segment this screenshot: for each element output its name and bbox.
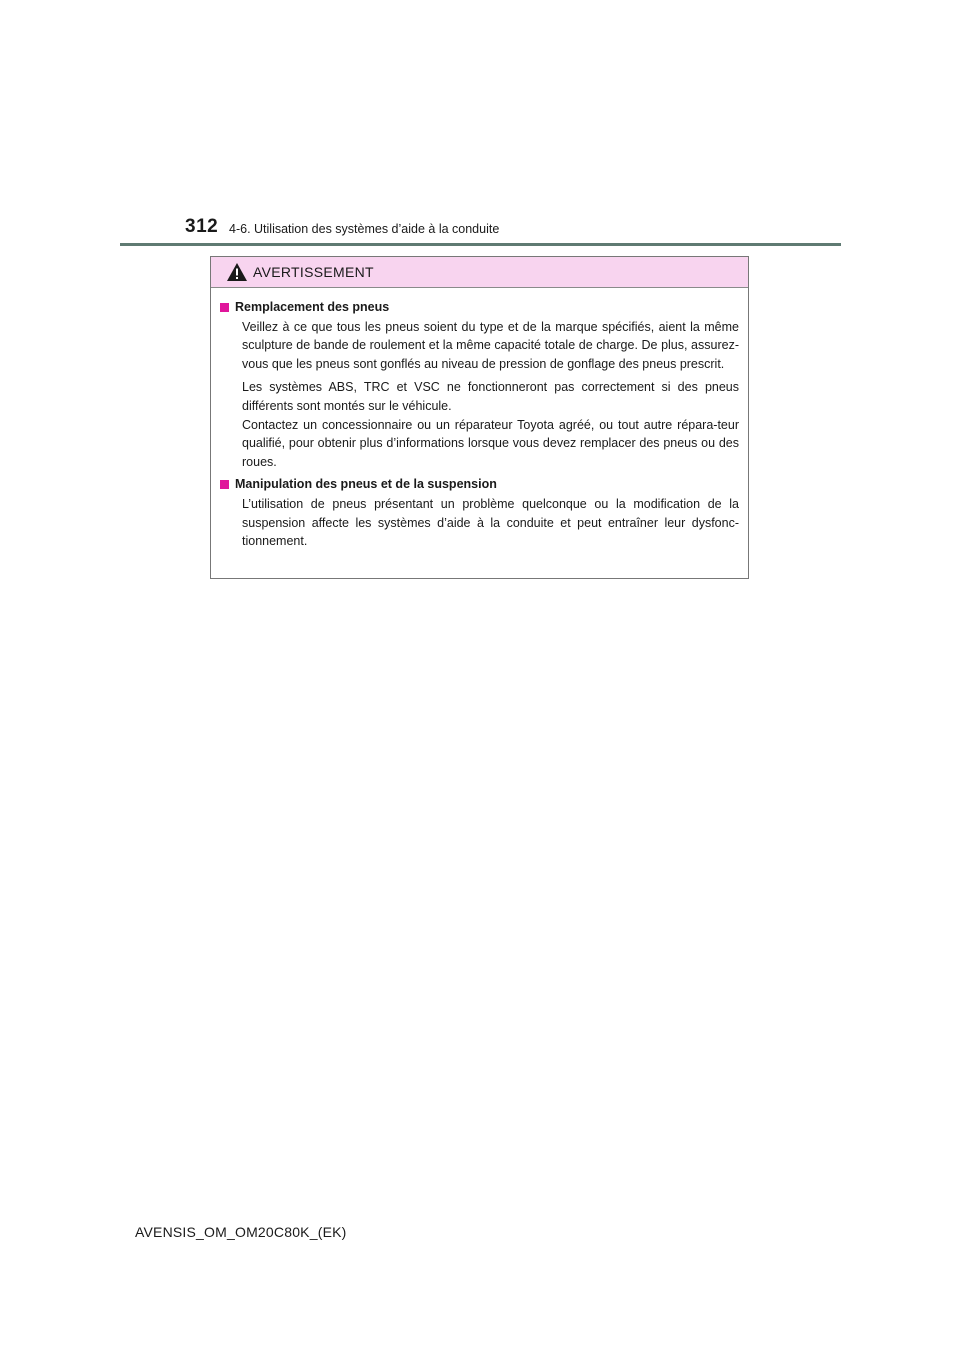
warning-title: AVERTISSEMENT (253, 264, 374, 280)
item-paragraph: Contactez un concessionnaire ou un réparateur Toyota agréé, ou tout autre répara-teur qualifié, pour obtenir plus d’informations lorsque vous devez remplacer des pneus ou des roues. (242, 417, 739, 469)
header-rule (120, 243, 841, 246)
item-paragraph: Les systèmes ABS, TRC et VSC ne fonctionneront pas correctement si des pneus différents sont montés sur le véhicule. (242, 380, 739, 413)
item-heading (220, 298, 739, 317)
item-paragraph: L’utilisation de pneus présentant un problème quelconque ou la modification de la suspension affecte les systèmes d’aide à la conduite et peut entraîner leur dysfonc-tionnement. (242, 496, 739, 549)
item-heading-text: Remplacement des pneus (235, 300, 390, 314)
warning-box (210, 256, 749, 579)
warning-body (211, 288, 748, 551)
bullet-square-icon (220, 480, 229, 489)
warning-item (220, 475, 739, 550)
section-title: 4-6. Utilisation des systèmes d’aide à la conduite (229, 222, 500, 236)
item-heading (220, 475, 739, 494)
bullet-square-icon (220, 303, 229, 312)
item-heading-text: Manipulation des pneus et de la suspension (235, 477, 497, 492)
warning-item (220, 298, 739, 471)
manual-code: AVENSIS_OM_OM20C80K_(EK) (135, 1224, 347, 1240)
warning-header (211, 257, 748, 288)
item-paragraph: Veillez à ce que tous les pneus soient du type et de la marque spécifiés, aient la même sculpture de bande de roulement et la même capacité totale de charge. De plus, assurez-vous que les pneus sont gonflés au niveau de pression de gonflage des pneus prescrit. (242, 319, 739, 371)
warning-triangle-icon (226, 262, 248, 282)
page-number: 312 (185, 216, 219, 237)
